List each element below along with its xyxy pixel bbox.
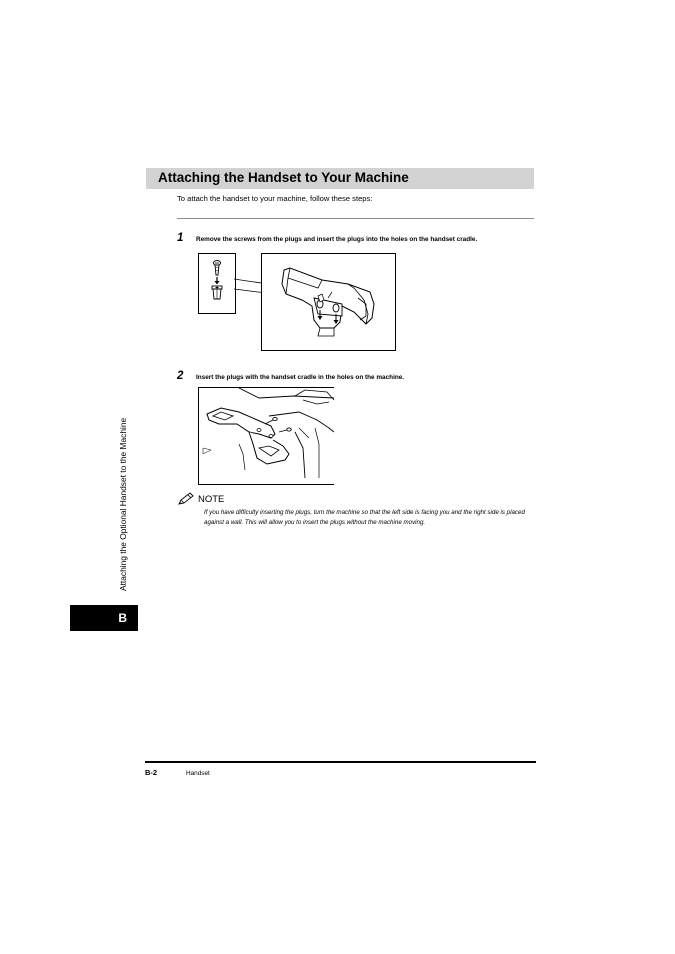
step-1-number: 1 (177, 232, 184, 244)
handset-cradle-drawing (262, 254, 395, 350)
machine-cradle-figure (198, 387, 334, 485)
sidebar-chapter-label: Attaching the Optional Handset to the Machine (118, 417, 128, 591)
screw-plug-icon (199, 254, 235, 313)
machine-cradle-drawing (199, 388, 335, 484)
note-label: NOTE (198, 494, 225, 505)
step-2-number: 2 (177, 370, 184, 382)
divider (177, 218, 534, 219)
handset-cradle-figure (261, 253, 396, 351)
note-text: If you have difficulty inserting the plugs, turn the machine so that the left side is facing you and the right side is placed against a wall. This will allow you to insert the plugs without the machine moving. (204, 509, 525, 526)
footer-rule (145, 761, 536, 763)
footer-label: Handset (186, 770, 210, 777)
pencil-note-icon (177, 492, 195, 506)
screw-plug-figure (198, 253, 236, 314)
step-2-text: Insert the plugs with the handset cradle in the holes on the machine. (196, 374, 405, 381)
page-number: B-2 (145, 768, 158, 777)
chapter-tab: B (70, 605, 138, 631)
step-1-text: Remove the screws from the plugs and insert the plugs into the holes on the handset cradle. (196, 236, 478, 243)
section-title: Attaching the Handset to Your Machine (158, 170, 409, 185)
intro-text: To attach the handset to your machine, follow these steps: (177, 194, 373, 203)
